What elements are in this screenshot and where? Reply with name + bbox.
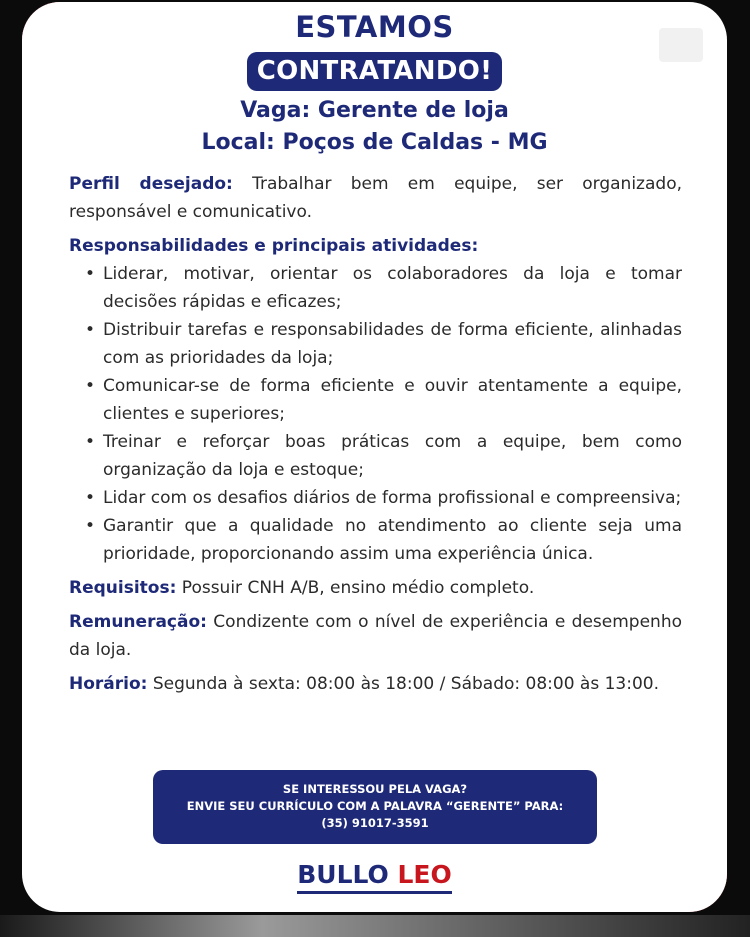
brand-name-bullo: BULLO — [297, 860, 398, 889]
job-details — [69, 170, 682, 698]
horario-paragraph — [69, 670, 682, 698]
headline-estamos: ESTAMOS — [295, 10, 454, 44]
job-title: Vaga: Gerente de loja — [240, 98, 509, 123]
responsabilidades-list — [69, 260, 682, 568]
list-item: • Lidar com os desafios diários de forma profissional e compreensiva; — [69, 484, 682, 512]
headline-contratando: CONTRATANDO! — [247, 52, 503, 91]
cta-phone-number[interactable]: (35) 91017-3591 — [321, 816, 429, 830]
background-glow — [0, 915, 750, 937]
application-cta-box — [153, 770, 597, 844]
list-item: • Liderar, motivar, orientar os colaboradores da loja e tomar decisões rápidas e eficazes; — [69, 260, 682, 316]
brand-name-leo: LEO — [397, 860, 452, 889]
remuneracao-paragraph — [69, 608, 682, 664]
brand-wordmark — [297, 860, 452, 894]
requisitos-label: Requisitos: — [69, 578, 177, 598]
cta-question: SE INTERESSOU PELA VAGA? — [282, 782, 468, 796]
list-item: • Garantir que a qualidade no atendimento ao cliente seja uma prioridade, proporcionando assim uma experiência única. — [69, 512, 682, 568]
cta-instruction: ENVIE SEU CURRÍCULO COM A PALAVRA “GERENTE” PARA: — [186, 799, 564, 813]
brand-logo — [22, 860, 727, 894]
remuneracao-label: Remuneração: — [69, 612, 207, 632]
requisitos-paragraph — [69, 574, 682, 602]
perfil-paragraph — [69, 170, 682, 226]
perfil-label: Perfil desejado: — [69, 174, 233, 194]
list-item: • Comunicar-se de forma eficiente e ouvir atentamente a equipe, clientes e superiores; — [69, 372, 682, 428]
horario-text: Segunda à sexta: 08:00 às 18:00 / Sábado: 08:00 às 13:00. — [147, 674, 659, 694]
job-location: Local: Poços de Caldas - MG — [201, 130, 548, 155]
poster-header — [22, 10, 727, 159]
requisitos-text: Possuir CNH A/B, ensino médio completo. — [176, 578, 535, 598]
perfil-text: Trabalhar bem em equipe, ser organizado, responsável e comunicativo. — [69, 174, 682, 222]
remuneracao-text: Condizente com o nível de experiência e desempenho da loja. — [69, 612, 682, 660]
horario-label: Horário: — [69, 674, 148, 694]
job-poster — [22, 2, 727, 912]
list-item: • Distribuir tarefas e responsabilidades de forma eficiente, alinhadas com as prioridades da loja; — [69, 316, 682, 372]
responsabilidades-title: Responsabilidades e principais atividades: — [69, 236, 479, 256]
list-item: • Treinar e reforçar boas práticas com a equipe, bem como organização da loja e estoque; — [69, 428, 682, 484]
